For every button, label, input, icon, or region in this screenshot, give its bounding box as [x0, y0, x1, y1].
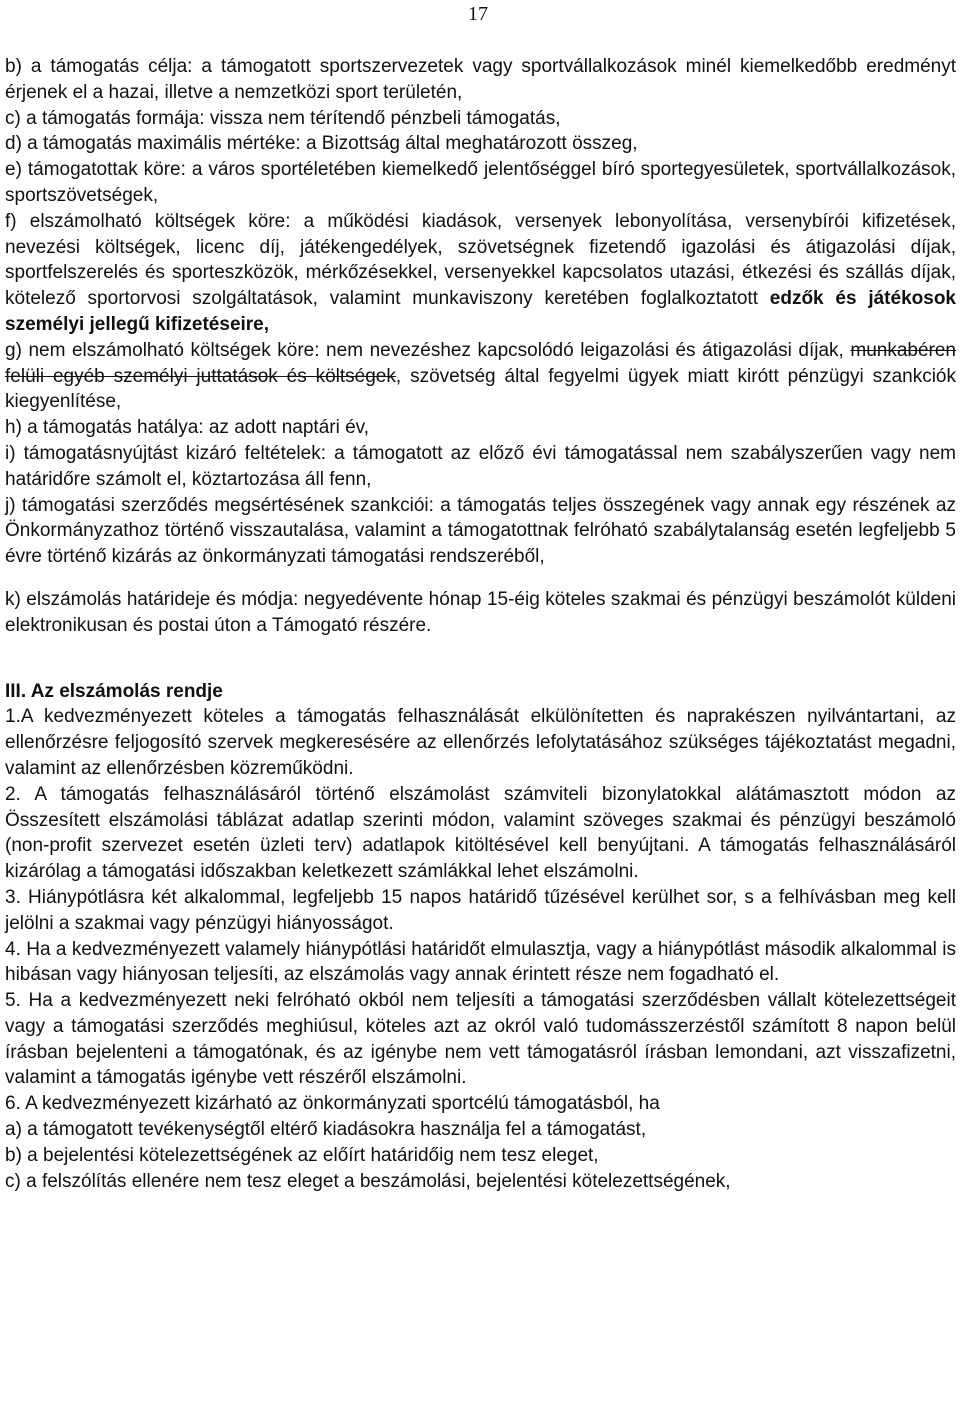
item-g	[5, 338, 956, 415]
paragraph-6b: b) a bejelentési kötelezettségének az előírt határidőig nem tesz eleget,	[5, 1144, 599, 1166]
document-body	[5, 54, 956, 1194]
item-c: c) a támogatás formája: vissza nem térítendő pénzbeli támogatás,	[5, 107, 561, 129]
item-e: e) támogatottak köre: a város sportéletében kiemelkedő jelentőséggel bíró sportegyesületek, sportvállalkozások, sportszövetségek,	[5, 159, 956, 206]
paragraph-2: 2. A támogatás felhasználásáról történő elszámolást számviteli bizonylatokkal alátámasztott módon az Összesített elszámolási táblázat adatlap szerinti módon, valamint szöveges szakmai és pénzügyi beszámoló (non-profit szervezet esetén üzleti terv) adatlapok kitöltésével kell benyújtani. A támogatás felhasználásáról kizárólag a támogatási időszakban keletkezett számlákkal lehet elszámolni.	[5, 783, 956, 883]
item-f-text: f) elszámolható költségek köre: a működési kiadások, versenyek lebonyolítása, versenybírói kifizetések, nevezési költségek, licenc díj, játékengedélyek, szövetségnek fizetendő igazolási és átigazolási díjak, sportfelszerelés és sporteszközök, mérkőzésekkel, versenyekkel kapcsolatos utazási, étkezési és szállás díjak, kötelező sportorvosi szolgáltatások, valamint munkaviszony keretében foglalkoztatott	[5, 210, 956, 310]
page-number: 17	[468, 3, 488, 25]
section-heading	[5, 679, 956, 705]
paragraph-3: 3. Hiánypótlásra két alkalommal, legfeljebb 15 napos határidő tűzésével kerülhet sor, s a felhívásban meg kell jelölni a szakmai vagy pénzügyi hiányosságot.	[5, 886, 956, 934]
item-k: k) elszámolás határideje és módja: negyedévente hónap 15-éig köteles szakmai és pénzügyi beszámolót küldeni elektronikusan és postai úton a Támogató részére.	[5, 588, 956, 636]
item-f	[5, 209, 956, 338]
item-j: j) támogatási szerződés megsértésének szankciói: a támogatás teljes összegének vagy annak egy részének az Önkormányzathoz történő visszautalása, valamint a támogatottnak felróható szabálytalanság esetén legfeljebb 5 évre történő kizárás az önkormányzati támogatási rendszeréből,	[5, 494, 956, 568]
item-g-post: , szövetség által fegyelmi ügyek miatt kirótt pénzügyi szankciók kiegyenlítése,	[5, 365, 956, 413]
paragraph-4: 4. Ha a kedvezményezett valamely hiánypótlási határidőt elmulasztja, vagy a hiánypótlást második alkalommal is hibásan vagy hiányosan teljesíti, az elszámolás vagy annak érintett része nem fogadható el.	[5, 938, 956, 986]
paragraph-1: 1.A kedvezményezett köteles a támogatás felhasználását elkülönítetten és naprakészen nyilvántartani, az ellenőrzésre feljogosító szervek megkeresésére az ellenőrzés lefolytatásához szükséges tájékoztatást megadni, valamint az ellenőrzésben közreműködni.	[5, 706, 956, 779]
paragraph-5: 5. Ha a kedvezményezett neki felróható okból nem teljesíti a támogatási szerződésben vállalt kötelezettségeit vagy a támogatási szerződés meghiúsul, köteles azt az okról való tudomásszerzéstől számított 8 napon belül írásban bejelenteni a támogatónak, és az igénybe nem vett támogatásról írásban lemondani, azt visszafizetni, valamint a támogatás igénybe vett részéről elszámolni.	[5, 990, 956, 1089]
item-b: b) a támogatás célja: a támogatott sportszervezetek vagy sportvállalkozások minél kiemelkedőbb eredményt érjenek el a hazai, illetve a nemzetközi sport területén,	[5, 56, 956, 103]
spacer	[5, 570, 956, 587]
paragraph-6c: c) a felszólítás ellenére nem tesz eleget a beszámolási, bejelentési kötelezettségének,	[5, 1170, 731, 1192]
item-h: h) a támogatás hatálya: az adott naptári év,	[5, 417, 370, 439]
section-heading-text: III. Az elszámolás rendje	[5, 680, 223, 702]
paragraph-6a: a) a támogatott tevékenységtől eltérő kiadásokra használja fel a támogatást,	[5, 1119, 647, 1141]
paragraph-6: 6. A kedvezményezett kizárható az önkormányzati sportcélú támogatásból, ha	[5, 1093, 660, 1115]
item-g-pre: g) nem elszámolható költségek köre: nem nevezéshez kapcsolódó leigazolási és átigazolási díjak,	[5, 339, 851, 361]
item-g-strikethrough: munkabéren felüli egyéb személyi juttatások és költségek	[5, 339, 956, 387]
item-f-bold: edzők és játékosok személyi jellegű kifizetéseire,	[5, 288, 956, 335]
spacer	[5, 639, 956, 679]
item-i: i) támogatásnyújtást kizáró feltételek: a támogatott az előző évi támogatással nem szabályszerűen vagy nem határidőre számolt el, köztartozása áll fenn,	[5, 442, 956, 490]
item-d: d) a támogatás maximális mértéke: a Bizottság által meghatározott összeg,	[5, 133, 638, 155]
